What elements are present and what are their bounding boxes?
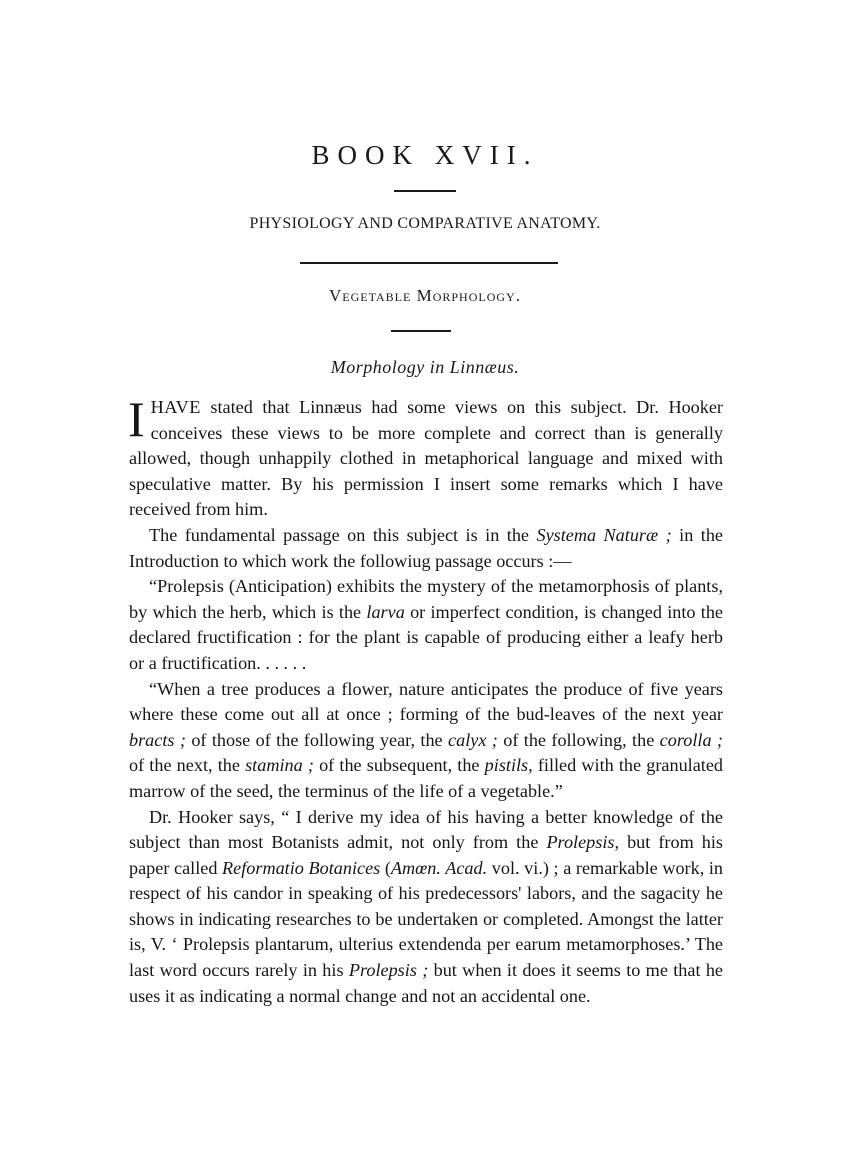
short-rule-top <box>394 190 456 192</box>
short-rule-bottom <box>391 330 451 332</box>
italic-title: Reformatio Botanices <box>222 857 381 878</box>
paragraph-text: of the next, the <box>129 755 246 776</box>
paragraph-2 <box>129 523 723 574</box>
italic-term: larva <box>366 601 405 622</box>
long-rule <box>300 262 558 264</box>
subsection-title: Vegetable Morphology. <box>329 286 521 305</box>
italic-title: Systema Naturæ ; <box>536 524 672 545</box>
paragraph-text: but from his paper called <box>129 832 723 878</box>
italic-citation: Amœn. Acad. <box>390 857 488 878</box>
italic-term: calyx ; <box>448 729 498 750</box>
opening-word: HAVE <box>150 397 201 417</box>
italic-term: pistils, <box>484 755 533 776</box>
subsub-title: Morphology in Linnæus. <box>330 357 520 377</box>
drop-cap: I <box>128 391 145 447</box>
italic-term: corolla ; <box>659 729 723 750</box>
paragraph-text: in the Introduction to which work the followiug passage occurs :— <box>129 524 723 571</box>
paragraph-text: Dr. Hooker says, “ I derive my idea of his having a better knowledge of the subject than most Botanists admit, not only from the <box>129 806 723 853</box>
paragraph-text: of the following, the <box>497 729 660 750</box>
book-title: BOOK XVII. <box>311 140 539 170</box>
italic-term: Prolepsis ; <box>348 960 429 981</box>
paragraph-text: or imperfect condition, is changed into the declared fructification : for the plant is capable of producing either a leafy herb or a fructification. . . . . . <box>129 601 724 673</box>
italic-term: bracts ; <box>129 729 186 750</box>
paragraph-4 <box>129 677 723 805</box>
paragraph-5 <box>129 805 723 1010</box>
paragraph-text: filled with the granulated marrow of the seed, the terminus of the life of a vegetable.” <box>129 755 724 801</box>
italic-term: stamina ; <box>245 755 314 776</box>
body-text <box>128 391 724 1009</box>
paragraph-text: vol. vi.) ; a remarkable work, in respect of his candor in speaking of his predecessors' labors, and the sagacity he shows in indicating researches to be undertaken or completed. Amongst the latter is, V. ‘ Prolepsis plantarum, ulterius extendenda per earum metamorphoses.’ The last word occurs rarely in his <box>129 857 724 981</box>
paragraph-text: of the subsequent, the <box>313 755 485 776</box>
paragraph-1 <box>128 391 723 523</box>
paragraph-3 <box>129 574 723 676</box>
section-title: PHYSIOLOGY AND COMPARATIVE ANATOMY. <box>249 215 601 232</box>
paragraph-text: stated that Linnæus had some views on this subject. Dr. Hooker conceives these views to be more complete and correct than is generally allowed, though unhappily clothed in metaphorical language and mixed with speculative matter. By his permission I insert some remarks which I have received from him. <box>129 397 723 520</box>
paragraph-text: “Prolepsis (Anticipation) exhibits the mystery of the metamorphosis of plants, by which the herb, which is the <box>129 576 723 622</box>
paragraph-text: of those of the following year, the <box>185 729 449 750</box>
italic-term: Prolepsis, <box>546 832 620 853</box>
paragraph-text: “When a tree produces a flower, nature anticipates the produce of five years where these come out all at once ; forming of the bud-leaves of the next year <box>129 678 723 725</box>
paragraph-text: The fundamental passage on this subject is in the <box>149 524 537 545</box>
paragraph-text: ( <box>380 857 391 878</box>
paragraph-text: but when it does it seems to me that he uses it as indicating a normal change and not an accidental one. <box>129 960 723 1006</box>
